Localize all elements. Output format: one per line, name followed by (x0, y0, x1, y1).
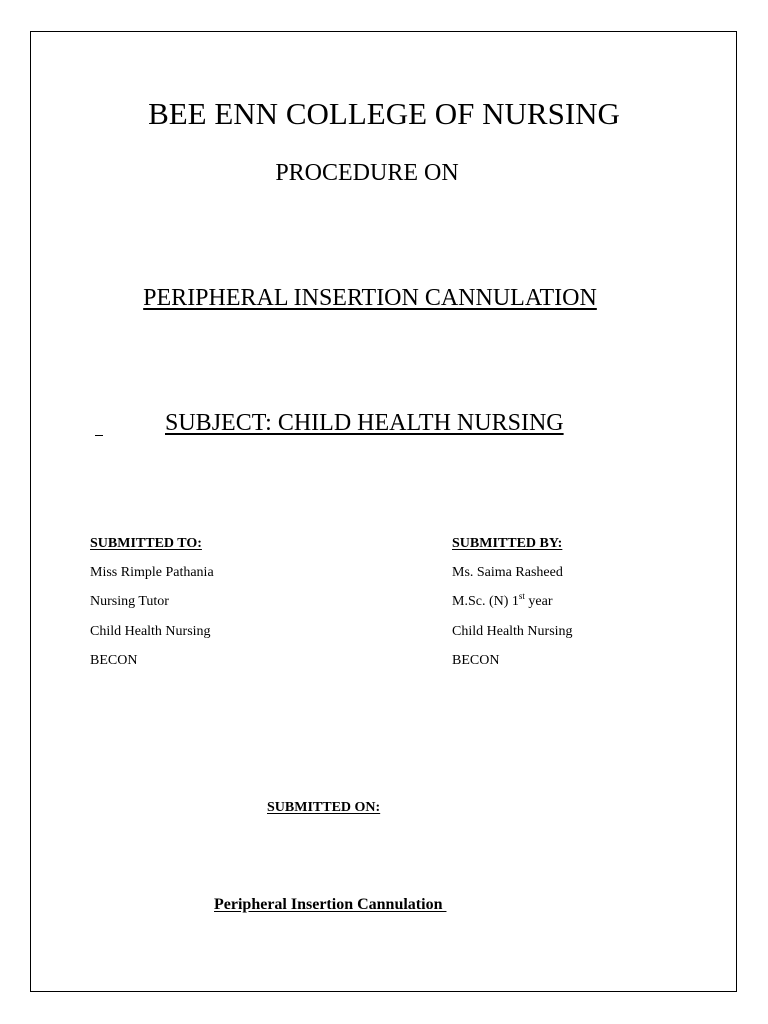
submitted-to-institution: BECON (90, 653, 138, 668)
course-prefix: M.Sc. (N) 1 (452, 594, 519, 609)
submitted-by-heading: SUBMITTED BY: (452, 536, 563, 551)
submitted-by-department: Child Health Nursing (452, 624, 573, 639)
stray-underline-mark (95, 435, 103, 436)
procedure-label: PROCEDURE ON (275, 160, 459, 186)
subject-line: SUBJECT: CHILD HEALTH NURSING (165, 410, 564, 436)
submitted-by-name: Ms. Saima Rasheed (452, 565, 563, 580)
procedure-title: PERIPHERAL INSERTION CANNULATION (143, 285, 597, 311)
submitted-by-course (452, 591, 553, 609)
submitted-to-heading: SUBMITTED TO: (90, 536, 202, 551)
submitted-to-department: Child Health Nursing (90, 624, 211, 639)
submitted-by-institution: BECON (452, 653, 500, 668)
course-suffix: year (524, 594, 553, 609)
course-superscript: st (518, 591, 525, 601)
submitted-to-name: Miss Rimple Pathania (90, 565, 214, 580)
submitted-on-heading: SUBMITTED ON: (267, 800, 381, 815)
submitted-to-designation: Nursing Tutor (90, 594, 169, 609)
college-name: BEE ENN COLLEGE OF NURSING (148, 96, 620, 131)
footer-title: Peripheral Insertion Cannulation (214, 896, 447, 913)
